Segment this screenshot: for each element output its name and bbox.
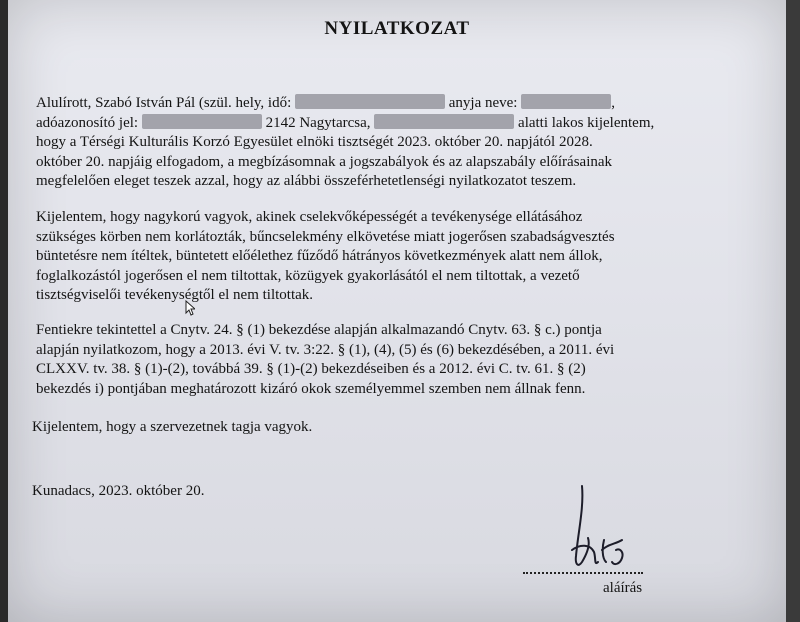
text-postcode-city: 2142 Nagytarcsa,: [265, 114, 371, 131]
redacted-mother-name: [521, 94, 611, 109]
document-title: NYILATKOZAT: [324, 18, 470, 39]
line-3: büntetésre nem ítéltek, büntetett előélethez fűződő hátrányos következmények alatt nem állok,: [36, 248, 603, 264]
line-5: megfelelően eleget teszek azzal, hogy az alábbi összeférhetetlenségi nyilatkozatot teszem.: [36, 173, 577, 189]
paragraph-declarant: [36, 94, 726, 192]
redacted-birth-data: [295, 94, 445, 109]
paragraph-legal-basis: [36, 321, 726, 399]
signature-dotted-line: [523, 572, 643, 574]
mouse-pointer-icon: [185, 300, 195, 316]
paragraph-membership: Kijelentem, hogy a szervezetnek tagja vagyok.: [32, 419, 313, 435]
paragraph-eligibility: [36, 208, 726, 306]
line-2: szükséges körben nem korlátozták, bűncselekmény elkövetése miatt jogerősen szabadságvesztés: [36, 228, 615, 245]
text-resident-statement: alatti lakos kijelentem,: [518, 114, 655, 131]
text-tax-id-label: adóazonosító jel:: [36, 114, 139, 131]
line-2: [36, 114, 726, 134]
line-4: október 20. napjáig elfogadom, a megbízásomnak a jogszabályok és az alapszabály előírásainak: [36, 153, 613, 170]
line-3: CLXXV. tv. 38. § (1)-(2), továbbá 39. § (1)-(2) bekezdéseiben és a 2012. évi C. tv. 61. § (2): [36, 361, 586, 377]
signature-label: aláírás: [603, 580, 643, 596]
line-1: Kijelentem, hogy nagykorú vagyok, akinek cselekvőképességét a tevékenysége ellátásához: [36, 209, 583, 225]
handwritten-signature: [564, 478, 634, 578]
line-5: tisztségviselői tevékenységtől el nem tiltottak.: [36, 287, 314, 303]
redacted-tax-id: [142, 114, 262, 129]
text-declarant-name: Alulírott, Szabó István Pál (szül. hely, idő:: [36, 95, 292, 111]
line-2: alapján nyilatkozom, hogy a 2013. évi V. tv. 3:22. § (1), (4), (5) és (6) bekezdésében, a 2011. évi: [36, 341, 615, 358]
line-1: Alulírott, Szabó István Pál (szül. hely, idő: anyja neve: ,: [36, 95, 615, 111]
line-3: hogy a Térségi Kulturális Korzó Egyesület elnöki tisztségét 2023. október 20. napjától 2028.: [36, 134, 593, 150]
document-page: [8, 0, 786, 622]
line-4: bekezdés i) pontjában meghatározott kizáró okok személyemmel szemben nem állnak fenn.: [36, 380, 586, 397]
redacted-address: [374, 114, 514, 129]
line-1: Fentiekre tekintettel a Cnytv. 24. § (1) bekezdése alapján alkalmazandó Cnytv. 63. § c.) pontja: [36, 322, 602, 338]
line-4: foglalkozástól jogerősen el nem tiltottak, közügyek gyakorlásától el nem tiltottak, a vezető: [36, 267, 580, 284]
text-mother-name-label: anyja neve:: [448, 95, 518, 111]
place-and-date: Kunadacs, 2023. október 20.: [32, 483, 205, 499]
